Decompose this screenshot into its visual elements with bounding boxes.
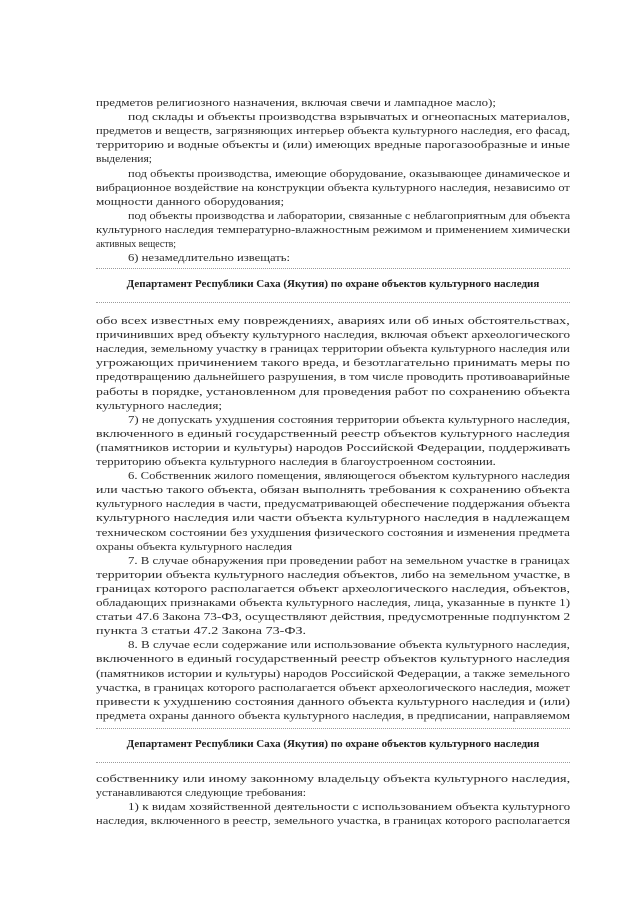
text-line: 1) к видам хозяйственной деятельности с использованием объекта культурного [128, 801, 571, 813]
text-line: культурного наследия; [96, 400, 223, 412]
text-line: мощности данного оборудования; [96, 196, 285, 208]
text-line: привести к ухудшению состояния данного объекта культурного наследия и (или) [96, 696, 570, 708]
text-line: причинивших вред объекту культурного наследия, включая объект археологического [96, 329, 571, 341]
text-line: предметов религиозного назначения, включая свечи и лампадное масло); [96, 97, 496, 109]
text-line: территорию объекта культурного наследия в благоустроенном состоянии. [96, 456, 496, 468]
department-header-2 [96, 728, 570, 763]
text-line: предмета охраны данного объекта культурного наследия, в предписании, направляемом [96, 710, 571, 722]
text-line: включенного в единый государственный реестр объектов культурного наследия [96, 428, 570, 440]
text-line: предотвращению дальнейшего разрушения, в том числе проводить противоаварийные [96, 371, 570, 383]
text-line: 6. Собственник жилого помещения, являющегося объектом культурного наследия [128, 470, 570, 482]
text-line: техническом состоянии без ухудшения физического состояния и изменения предмета [96, 527, 570, 539]
text-line: обо всех известных ему повреждениях, авариях или об иных обстоятельствах, [96, 315, 570, 327]
text-line: 8. В случае если содержание или использование объекта культурного наследия, [128, 639, 570, 651]
text-line: территории объекта культурного наследия объектов, либо на земельном участке, в [96, 569, 571, 581]
text-line: культурного наследия или части объекта культурного наследия в надлежащем [96, 512, 570, 524]
text-line: устанавливаются следующие требования: [96, 787, 306, 799]
text-line: предметов и веществ, загрязняющих интерьер объекта культурного наследия, его фасад, [96, 125, 571, 137]
text-line: охраны объекта культурного наследия [96, 541, 293, 553]
text-line: вибрационное воздействие на конструкции объекта культурного наследия, независимо от [96, 182, 570, 194]
text-line: 7. В случае обнаружения при проведении работ на земельном участке в границах [128, 555, 570, 567]
department-header-text: Департамент Республики Саха (Якутия) по охране объектов культурного наследия [126, 738, 540, 750]
text-line: (памятников истории и культуры) народов Российской Федерации, а также земельного [96, 668, 570, 680]
department-header-text: Департамент Республики Саха (Якутия) по охране объектов культурного наследия [126, 278, 540, 290]
text-line: или частью такого объекта, обязан выполнять требования к сохранению объекта [96, 484, 571, 496]
text-line: статьи 47.6 Закона 73-ФЗ, осуществляют действия, предусмотренные подпунктом 2 [96, 611, 571, 623]
text-line: 6) незамедлительно извещать: [128, 252, 291, 264]
department-header-1 [96, 268, 570, 303]
text-line: угрожающих причинением такого вреда, и безотлагательно принимать меры по [96, 357, 571, 369]
text-line: 7) не допускать ухудшения состояния территории объекта культурного наследия, [128, 414, 571, 426]
text-line: (памятников истории и культуры) народов Российской Федерации, поддерживать [96, 442, 571, 454]
text-line: границах которого располагается объект археологического наследия, объектов, [96, 583, 571, 595]
text-line: территорию и водные объекты и (или) имеющих вредные парогазообразные и иные [96, 139, 570, 151]
text-line: участка, в границах которого располагается объект археологического наследия, может [96, 682, 570, 694]
text-line: под склады и объекты производства взрывчатых и огнеопасных материалов, [128, 111, 571, 123]
text-line: культурного наследия в части, предусматривающей обеспечение поддержания объекта [96, 498, 571, 510]
text-line: активных веществ; [96, 238, 176, 250]
text-line: включенного в единый государственный реестр объектов культурного наследия [96, 653, 570, 665]
text-line: наследия, включенного в реестр, земельного участка, в границах которого располагается [96, 815, 571, 827]
text-line: пункта 3 статьи 47.2 Закона 73-ФЗ. [96, 625, 307, 637]
text-line: наследия, земельному участку в границах территории объекта культурного наследия или [96, 343, 570, 355]
text-line: под объекты производства, имеющие оборудование, оказывающее динамическое и [128, 168, 570, 180]
text-line: выделения; [96, 153, 152, 165]
text-line: под объекты производства и лаборатории, связанные с неблагоприятным для объекта [128, 210, 571, 222]
text-line: собственнику или иному законному владельцу объекта культурного наследия, [96, 773, 571, 785]
text-line: культурного наследия температурно-влажностным режимом и применением химически [96, 224, 571, 236]
text-line: обладающих признаками объекта культурного наследия, лица, указанные в пункте 1) [96, 597, 571, 609]
text-line: работы в порядке, установленном для проведения работ по сохранению объекта [96, 386, 571, 398]
